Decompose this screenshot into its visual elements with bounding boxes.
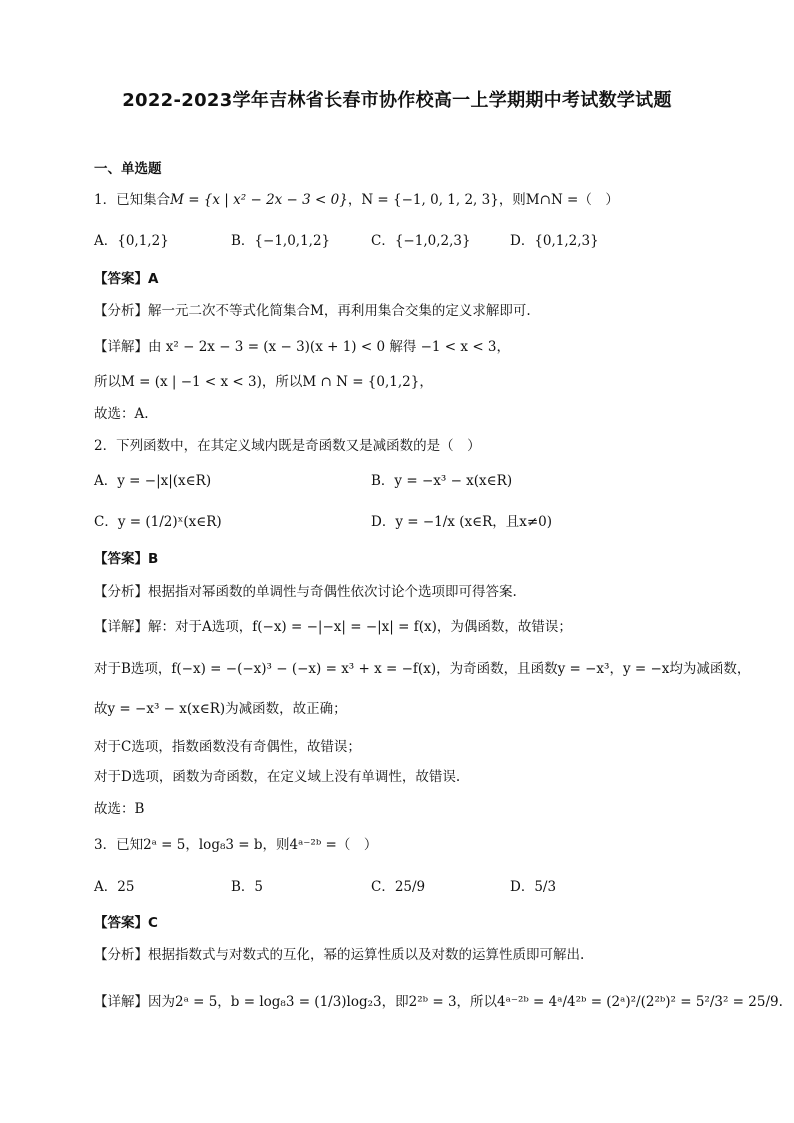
q2-detail-1: 【详解】解：对于A选项，f(−x) = −|−x| = −|x| = f(x)，为偶函数，故错误； <box>94 619 572 635</box>
q1-option-a: A．{0,1,2} <box>94 233 169 249</box>
q1-stem-prefix: 1．已知集合 <box>94 192 171 208</box>
q1-detail-1: 【详解】由 x² − 2x − 3 = (x − 3)(x + 1) < 0 解得 −1 < x < 3， <box>94 339 511 355</box>
page-title: 2022-2023学年吉林省长春市协作校高一上学期期中考试数学试题 <box>122 90 672 111</box>
q2-option-a: A．y = −|x|(x∈R) <box>94 473 212 489</box>
q3-detail: 【详解】因为2ᵃ = 5，b = log₈3 = (1/3)log₂3，即2²ᵇ = 3，所以4ᵃ⁻²ᵇ = 4ᵃ/4²ᵇ = (2ᵃ)²/(2²ᵇ)² = 5²/3² = 25/9. <box>94 994 783 1010</box>
q3-answer: 【答案】C <box>94 915 158 931</box>
q2-detail-3: 故y = −x³ − x(x∈R)为减函数，故正确； <box>94 701 347 717</box>
q1-answer: 【答案】A <box>94 271 159 287</box>
q3-option-c: C．25/9 <box>371 879 426 895</box>
q2-analysis: 【分析】根据指对幂函数的单调性与奇偶性依次讨论个选项即可得答案. <box>94 584 517 600</box>
q2-detail-4: 对于C选项，指数函数没有奇偶性，故错误； <box>94 739 361 755</box>
q1-stem: 1．已知集合M = {x | x² − 2x − 3 < 0}，N = {−1, 0, 1, 2, 3}，则M∩N =（ ） <box>94 192 619 208</box>
q1-stem-suffix: ，则M∩N =（ ） <box>498 192 619 208</box>
q3-option-a: A．25 <box>94 879 135 895</box>
q1-detail-3: 故选：A. <box>94 406 149 422</box>
q1-analysis: 【分析】解一元二次不等式化简集合M，再利用集合交集的定义求解即可. <box>94 303 531 319</box>
q2-stem: 2．下列函数中，在其定义域内既是奇函数又是减函数的是（ ） <box>94 438 481 454</box>
section-heading: 一、单选题 <box>94 161 162 177</box>
q1-set-M: M = {x | x² − 2x − 3 < 0} <box>170 192 348 208</box>
q1-option-d: D．{0,1,2,3} <box>510 233 599 249</box>
q2-answer: 【答案】B <box>94 551 159 567</box>
q1-detail-2: 所以M = (x | −1 < x < 3)，所以M ∩ N = {0,1,2}， <box>94 374 433 390</box>
q2-option-c: C．y = (1/2)ˣ(x∈R) <box>94 514 222 530</box>
q2-detail-5: 对于D选项，函数为奇函数，在定义域上没有单调性，故错误. <box>94 769 461 785</box>
q1-set-N: N = {−1, 0, 1, 2, 3} <box>361 192 499 208</box>
q2-option-d: D．y = −1/x (x∈R，且x≠0) <box>371 514 553 530</box>
q3-stem: 3．已知2ᵃ = 5，log₈3 = b，则4ᵃ⁻²ᵇ =（ ） <box>94 837 378 853</box>
q3-option-b: B．5 <box>231 879 264 895</box>
q2-option-b: B．y = −x³ − x(x∈R) <box>371 473 513 489</box>
q2-detail-6: 故选：B <box>94 801 145 817</box>
q3-option-d: D．5/3 <box>510 879 557 895</box>
q2-detail-2: 对于B选项，f(−x) = −(−x)³ − (−x) = x³ + x = −f(x)，为奇函数，且函数y = −x³，y = −x均为减函数， <box>94 661 751 677</box>
q1-option-b: B．{−1,0,1,2} <box>231 233 331 249</box>
q3-analysis: 【分析】根据指数式与对数式的互化，幂的运算性质以及对数的运算性质即可解出. <box>94 947 585 963</box>
q1-option-c: C．{−1,0,2,3} <box>371 233 471 249</box>
